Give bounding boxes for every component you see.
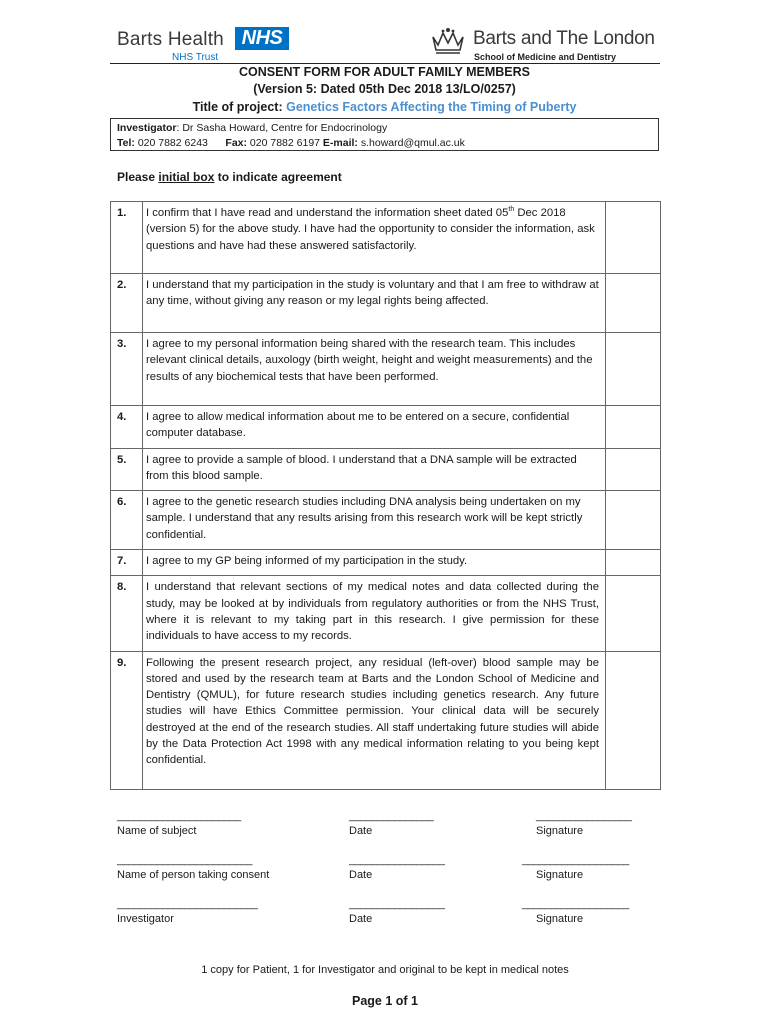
project-name: Genetics Factors Affecting the Timing of Puberty <box>286 100 577 114</box>
consent-item-row <box>111 651 661 789</box>
investigator-label: Investigator <box>117 122 177 134</box>
initial-box[interactable] <box>606 651 661 789</box>
school-subtitle: School of Medicine and Dentistry <box>474 52 617 62</box>
consent-item-row <box>111 576 661 651</box>
item-number: 1. <box>111 202 143 274</box>
initial-box[interactable] <box>606 274 661 333</box>
instruction-underlined: initial box <box>158 170 215 184</box>
item-text: I understand that my participation in the study is voluntary and that I am free to withdraw at any time, without giving any reason or my legal rights being affected. <box>143 274 606 333</box>
investigator-signature-line[interactable]: ___________________ <box>522 898 629 910</box>
investigator-box <box>110 118 659 151</box>
item-number: 8. <box>111 576 143 651</box>
item-number: 4. <box>111 406 143 449</box>
subject-signature-line[interactable]: _________________ <box>536 810 632 822</box>
item-text: Following the present research project, any residual (left-over) blood sample may be stored and used by the research team at Barts and the London School of Medicine and Dentistry (QMUL), for future research studies including genetics research. Any future studies will have Ethics Committee permission. Your clinical data will be securely destroyed at the end of the research studies. All staff undertaking future studies will abide by the Data Protection Act 1998 with any medical information relating to you being kept confidential. <box>143 651 606 789</box>
item-text: I agree to provide a sample of blood. I understand that a DNA sample will be extracted from this blood sample. <box>143 448 606 491</box>
project-label: Title of project: <box>192 100 283 114</box>
item-number: 6. <box>111 491 143 550</box>
investigator-date-line[interactable]: _________________ <box>349 898 445 910</box>
item-number: 5. <box>111 448 143 491</box>
crown-icon <box>430 25 466 55</box>
consent-taker-date-line[interactable]: _________________ <box>349 854 445 866</box>
consent-item-row <box>111 333 661 406</box>
item-number: 3. <box>111 333 143 406</box>
item-text-sup: th <box>508 206 515 214</box>
nhs-trust-text: NHS Trust <box>172 52 219 63</box>
investigator-name-line[interactable]: _________________________ <box>117 898 258 910</box>
item-number: 7. <box>111 550 143 576</box>
fax-value: 020 7882 6197 <box>249 137 320 149</box>
consent-item-row <box>111 274 661 333</box>
consent-items-table <box>110 201 661 790</box>
item-text: I agree to my personal information being shared with the research team. This includes relevant clinical details, auxology (birth weight, height and weight measurements) and the results of any biochemical tests that have been performed. <box>143 333 606 406</box>
item-text: I agree to the genetic research studies including DNA analysis being undertaken on my sample. I understand that any results arising from this research work will be kept strictly confidential. <box>143 491 606 550</box>
consent-taker-signature-line[interactable]: ___________________ <box>522 854 629 866</box>
instruction <box>117 170 342 184</box>
item-text-part: I confirm that I have read and understand the information sheet dated 05 <box>146 207 509 219</box>
subject-name-label: Name of subject <box>117 825 197 837</box>
page-number: Page 1 of 1 <box>352 994 418 1008</box>
initial-box[interactable] <box>606 333 661 406</box>
consent-taker-name-label: Name of person taking consent <box>117 869 270 881</box>
initial-box[interactable] <box>606 406 661 449</box>
email-value: s.howard@qmul.ac.uk <box>360 137 465 149</box>
consent-taker-signature-label: Signature <box>536 869 584 881</box>
fax-label: Fax: <box>225 137 247 149</box>
subject-signature-label: Signature <box>536 825 584 837</box>
item-text <box>143 202 606 274</box>
initial-box[interactable] <box>606 202 661 274</box>
consent-taker-date-label: Date <box>349 869 373 881</box>
consent-item-row <box>111 491 661 550</box>
subject-name-line[interactable]: ______________________ <box>117 810 241 822</box>
item-number: 9. <box>111 651 143 789</box>
tel-value: 020 7882 6243 <box>137 137 208 149</box>
barts-london-logo <box>430 25 670 65</box>
subject-date-label: Date <box>349 825 373 837</box>
barts-health-text: Barts Health <box>117 29 224 50</box>
investigator-name: : Dr Sasha Howard, Centre for Endocrinology <box>176 122 388 134</box>
email-label: E-mail: <box>322 137 358 149</box>
item-text: I understand that relevant sections of my medical notes and data collected during the study, may be looked at by individuals from regulatory authorities or from the NHS Trust, where it is relevant to my taking part in this research. I give permission for these individuals to have access to my records. <box>143 576 606 651</box>
contact-line <box>117 136 652 151</box>
initial-box[interactable] <box>606 491 661 550</box>
title-block <box>110 64 659 117</box>
investigator-date-label: Date <box>349 913 373 925</box>
investigator-signature-label: Signature <box>536 913 584 925</box>
initial-box[interactable] <box>606 550 661 576</box>
investigator-line <box>117 121 652 136</box>
item-text: I agree to my GP being informed of my participation in the study. <box>143 550 606 576</box>
consent-item-row <box>111 448 661 491</box>
item-number: 2. <box>111 274 143 333</box>
instruction-suffix: to indicate agreement <box>214 170 342 184</box>
project-title-line <box>110 98 659 117</box>
tel-label: Tel: <box>117 137 135 149</box>
initial-box[interactable] <box>606 448 661 491</box>
nhs-badge: NHS <box>235 27 289 50</box>
consent-item-row <box>111 550 661 576</box>
instruction-prefix: Please <box>117 170 159 184</box>
form-version: (Version 5: Dated 05th Dec 2018 13/LO/0257) <box>253 82 516 96</box>
consent-taker-name-line[interactable]: ________________________ <box>117 854 252 866</box>
barts-health-logo <box>117 27 297 67</box>
consent-item-row <box>111 202 661 274</box>
consent-item-row <box>111 406 661 449</box>
item-text: I agree to allow medical information about me to be entered on a secure, confidential computer database. <box>143 406 606 449</box>
investigator-name-label: Investigator <box>117 913 174 925</box>
barts-london-text: Barts and The London <box>473 28 655 49</box>
copy-distribution-note: 1 copy for Patient, 1 for Investigator and original to be kept in medical notes <box>201 964 569 976</box>
form-title: CONSENT FORM FOR ADULT FAMILY MEMBERS <box>239 65 530 79</box>
initial-box[interactable] <box>606 576 661 651</box>
item-text-part: Dec 2018 (version 5) for the above study. I have had the opportunity to consider the information, ask questions and have had these answered satisfactorily. <box>146 207 595 252</box>
subject-date-line[interactable]: _______________ <box>349 810 434 822</box>
